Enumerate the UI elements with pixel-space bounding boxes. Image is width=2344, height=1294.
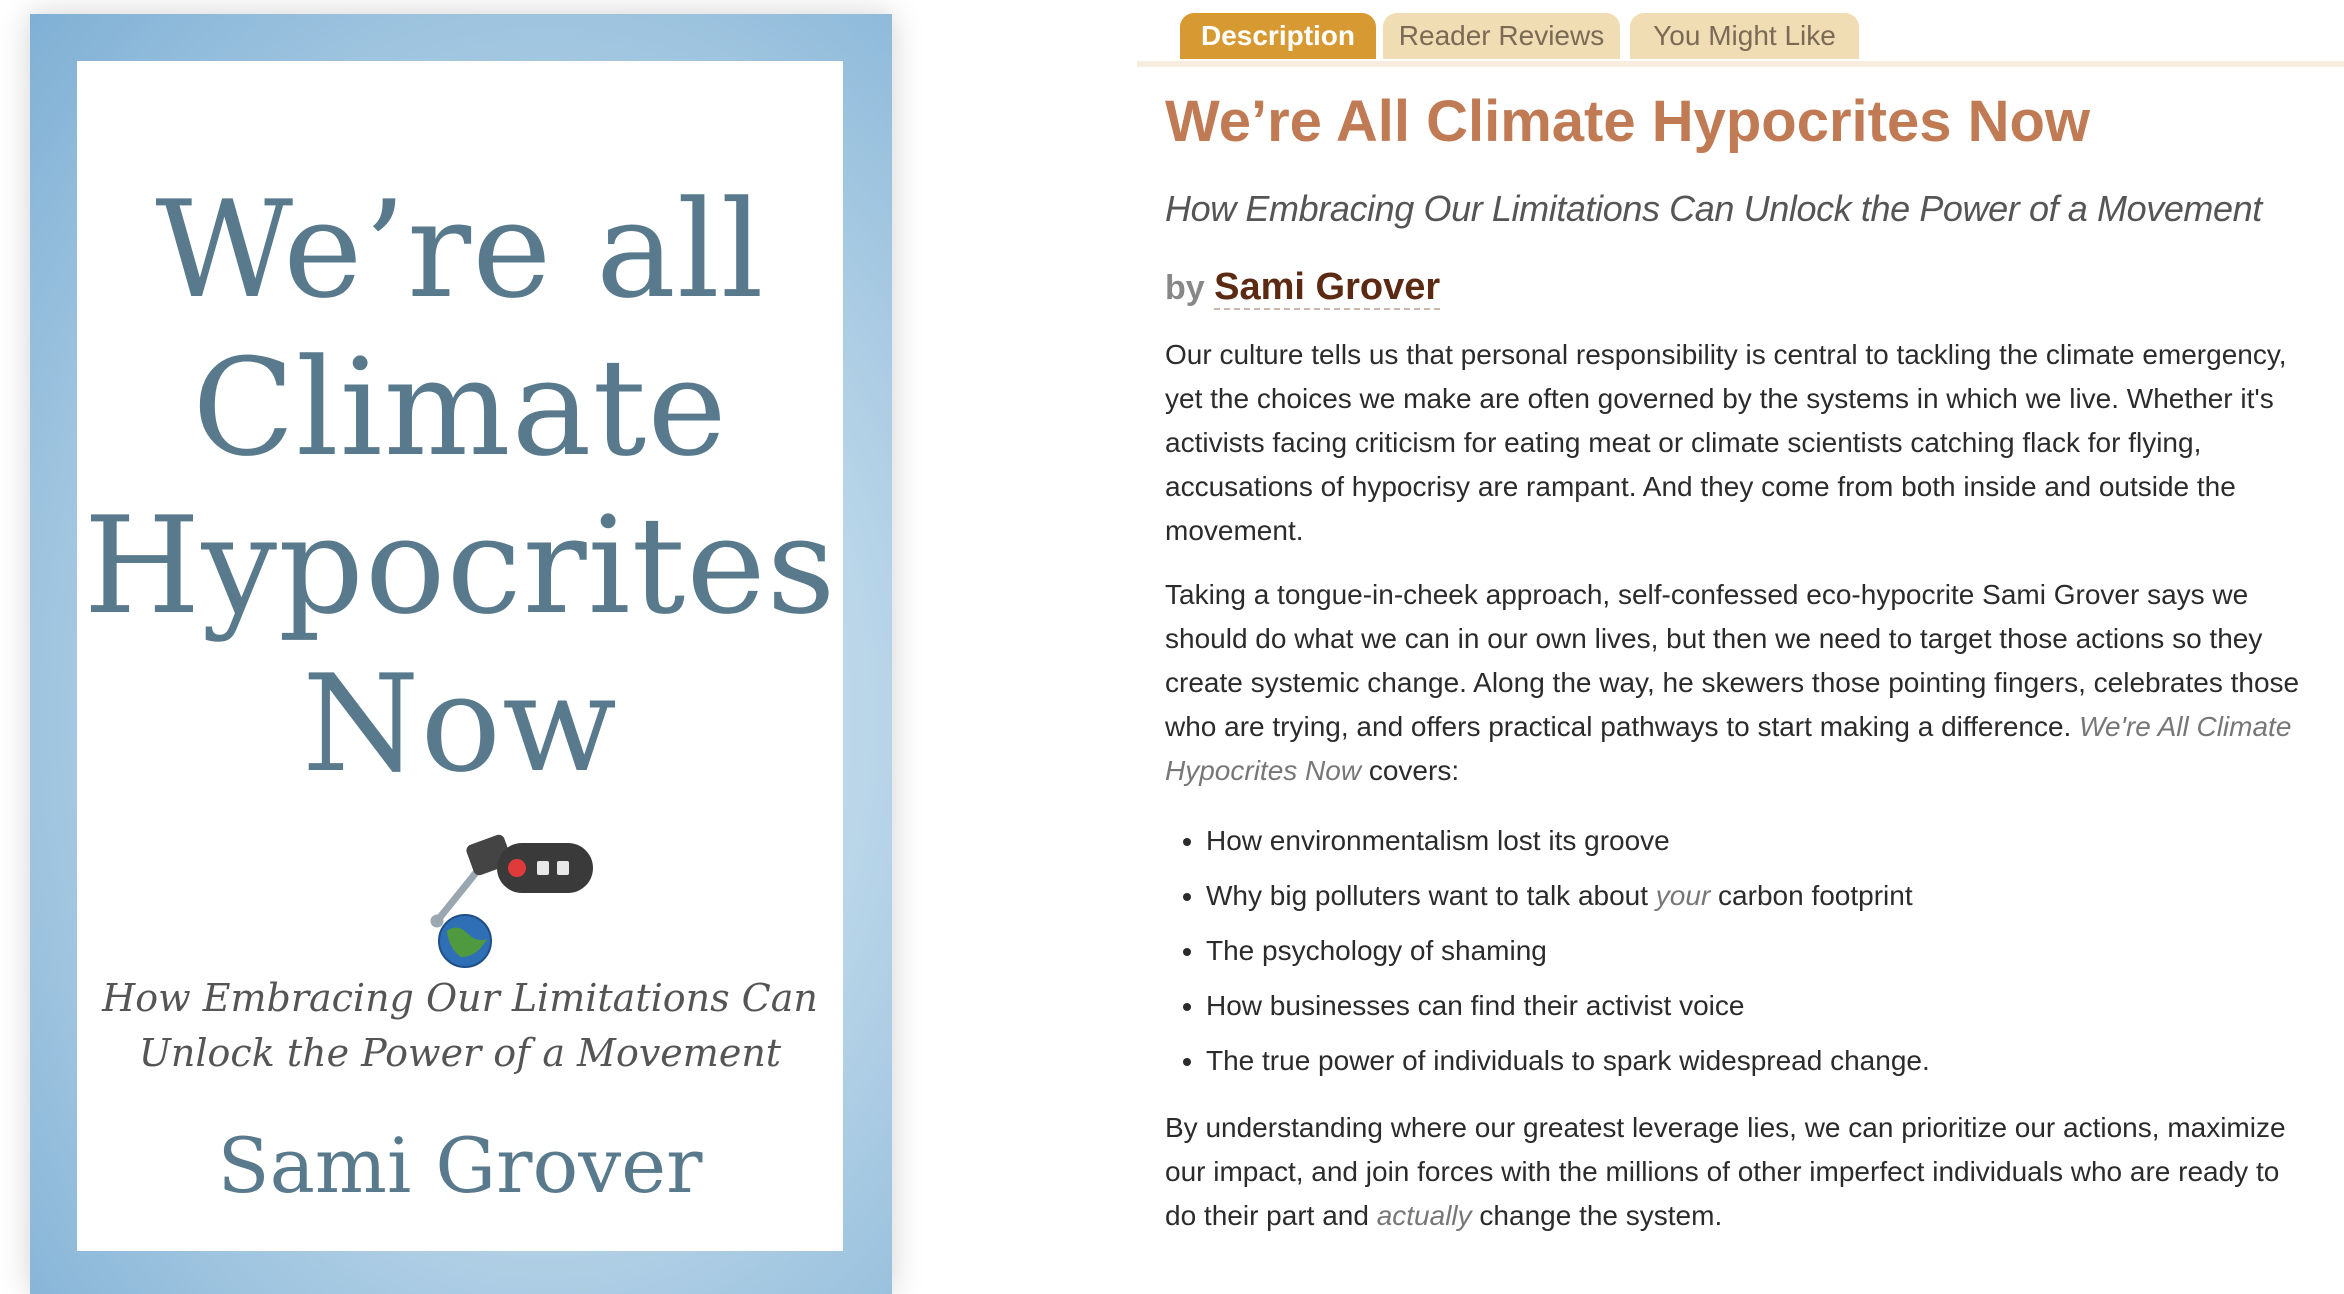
paragraph-text: covers: (1368, 755, 1460, 786)
author-link[interactable]: Sami Grover (1214, 266, 1441, 308)
list-item: • The true power of individuals to spark widespread change. (1206, 1033, 2315, 1088)
cover-title (77, 171, 843, 803)
car-keys-globe-icon (417, 831, 617, 971)
cover-subtitle-line: Unlock the Power of a Movement (138, 1031, 782, 1075)
list-item: • How environmentalism lost its groove (1206, 813, 2315, 868)
emphasis-text: actually (1376, 1200, 1472, 1231)
tab-description[interactable]: Description (1180, 13, 1376, 59)
cover-author: Sami Grover (217, 1121, 703, 1210)
paragraph-text: change the system. (1479, 1200, 1723, 1231)
by-label: by (1165, 269, 1205, 307)
list-item (1206, 868, 2315, 923)
cover-panel (77, 61, 843, 1251)
cover-subtitle-line: How Embracing Our Limitations Can (102, 976, 818, 1020)
list-item-text: Why big polluters want to talk about (1206, 880, 1649, 911)
description-paragraph (1165, 1106, 2315, 1238)
list-item: • How businesses can find their activist voice (1206, 978, 2315, 1033)
cover-title-line: Hypocrites (83, 488, 837, 644)
description-paragraph (1165, 573, 2315, 793)
cover-title-line: Now (302, 646, 618, 802)
description-body (1165, 333, 2315, 1258)
cover-subtitle (77, 971, 843, 1081)
book-title: We’re All Climate Hypocrites Now (1165, 89, 2091, 154)
cover-title-line: We’re all (155, 172, 765, 328)
list-item: • The psychology of shaming (1206, 923, 2315, 978)
list-item-text: carbon footprint (1718, 880, 1913, 911)
byline (1165, 266, 1440, 309)
tab-you-might-like[interactable]: You Might Like (1630, 13, 1859, 59)
paragraph-text: By understanding where our greatest leverage lies, we can prioritize our actions, maximize our impact, and join forces with the millions of other imperfect individuals who are ready to do their part and (1165, 1112, 2286, 1231)
topics-list (1165, 813, 2315, 1088)
emphasis-text: your (1655, 880, 1711, 911)
book-subtitle: How Embracing Our Limitations Can Unlock the Power of a Movement (1165, 188, 2262, 229)
description-paragraph: Our culture tells us that personal responsibility is central to tackling the climate emergency, yet the choices we make are often governed by the systems in which we live. Whether it's activists facing criticism for eating meat or climate scientists catching flack for flying, accusations of hypocrisy are rampant. And they come from both inside and outside the movement. (1165, 339, 2287, 546)
book-title-italic: We're All Climate Hypocrites Now (1165, 711, 2292, 786)
cover-title-line: Climate (192, 330, 728, 486)
tab-reader-reviews[interactable]: Reader Reviews (1383, 13, 1620, 59)
book-cover (30, 14, 892, 1294)
tab-bar (1137, 13, 2344, 67)
paragraph-text: Taking a tongue-in-cheek approach, self-confessed eco-hypocrite Sami Grover says we should do what we can in our own lives, but then we need to target those actions so they create systemic change. Along the way, he skewers those pointing fingers, celebrates those who are trying, and offers practical pathways to start making a difference. (1165, 579, 2300, 742)
